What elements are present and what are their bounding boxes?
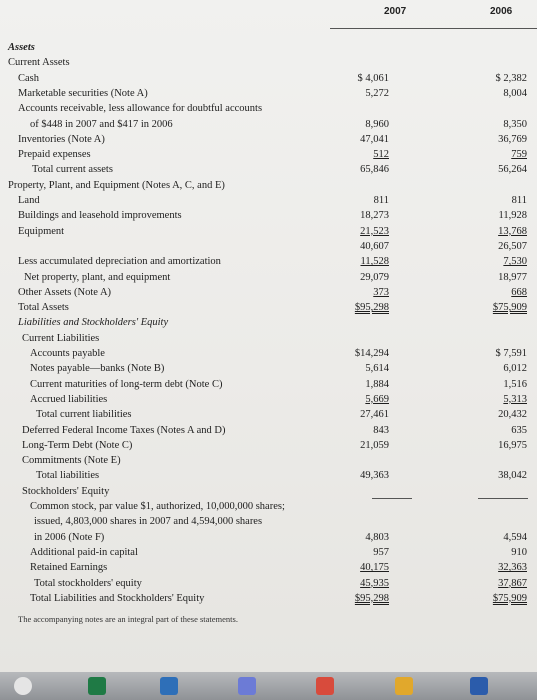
row-label: Additional paid-in capital [30,546,138,558]
value-2006: 13,768 [498,225,527,237]
value-2007: 45,935 [360,577,389,589]
value-2006: $ 2,382 [495,72,527,84]
value-2007: 18,273 [360,210,389,222]
app-icon[interactable] [238,677,256,695]
value-2006: 4,594 [503,531,527,543]
value-2006: 811 [511,195,527,206]
value-2007: $95,298 [354,592,389,604]
statement-row [0,272,537,286]
value-2006: 56,264 [498,164,527,176]
value-2007: 40,175 [360,562,389,574]
row-label: in 2006 (Note F) [34,531,105,543]
statement-row [0,348,537,362]
value-2007: 21,523 [360,225,389,237]
excel-icon[interactable] [88,677,106,695]
taskbar [0,672,537,700]
value-2007: 1,884 [365,378,389,390]
value-2007: 5,669 [365,393,389,405]
value-2007: $ 4,061 [357,72,389,84]
value-2006: 11,928 [498,210,527,222]
statement-row [0,501,537,515]
statement-row [0,532,537,546]
value-2006: 759 [511,149,527,161]
value-2007: 4,803 [365,531,389,543]
mail-icon[interactable] [160,677,178,695]
statement-row [0,241,537,255]
statement-row [0,516,537,530]
row-label: Less accumulated depreciation and amortization [18,256,221,268]
value-2007: 843 [373,424,389,436]
value-2006: 8,004 [503,87,527,99]
row-label: Total Assets [18,302,69,314]
statement-row [0,256,537,270]
value-2007: $95,298 [354,302,389,314]
value-2006: $ 7,591 [495,348,527,359]
statement-row [0,578,537,592]
row-label: Common stock, par value $1, authorized, 10,000,000 shares; [30,501,285,512]
row-label: Current Liabilities [22,332,100,344]
statement-row [0,210,537,224]
row-label: Total current liabilities [36,409,132,421]
statement-row [0,547,537,561]
word-icon[interactable] [470,677,488,695]
row-label: Net property, plant, and equipment [24,271,171,283]
row-label: Notes payable—banks (Note B) [30,363,165,375]
gmail-icon[interactable] [316,677,334,695]
value-2006: $75,909 [492,592,527,604]
statement-row [0,363,537,377]
rule-total-liab-2006 [478,498,528,499]
row-label: Current Assets [8,57,70,69]
row-label: Accounts receivable, less allowance for doubtful accounts [18,103,263,115]
statement-row [0,440,537,454]
value-2006: 5,313 [503,393,527,405]
statement-row [0,149,537,163]
statement-row [0,317,537,331]
row-label: Commitments (Note E) [22,455,121,467]
row-label: Inventories (Note A) [18,133,105,145]
statement-row [0,134,537,148]
value-2006: 7,530 [503,256,527,268]
value-2007: 5,272 [365,87,389,99]
statement-row [0,287,537,301]
row-label: Accounts payable [30,348,105,359]
value-2006: 38,042 [498,470,527,482]
value-2006: 36,769 [498,133,527,145]
value-2007: 21,059 [360,439,389,451]
row-label: Total liabilities [36,470,100,482]
statement-row [0,394,537,408]
value-2007: 811 [373,195,389,206]
value-2007: 11,528 [360,256,389,268]
value-2007: 40,607 [360,240,389,252]
row-label: Cash [18,72,39,84]
statement-row [0,333,537,347]
row-label: Total stockholders' equity [34,577,142,589]
row-label: of $448 in 2007 and $417 in 2006 [30,118,173,130]
value-2007: 65,846 [360,164,389,176]
row-label: Marketable securities (Note A) [18,87,148,99]
row-label: Property, Plant, and Equipment (Notes A, C, and E) [8,179,225,191]
value-2006: 6,012 [503,363,527,375]
statement-row [0,455,537,469]
value-2006: $75,909 [492,302,527,314]
value-2006: 910 [511,546,527,558]
row-label: Long-Term Debt (Note C) [22,439,133,451]
rule-total-liab-2007 [372,498,412,499]
statement-row [0,379,537,393]
row-label: Other Assets (Note A) [18,286,112,298]
statement-row [0,593,537,607]
row-label: Total Liabilities and Stockholders' Equity [30,592,205,604]
value-2006: 1,516 [503,378,527,390]
value-2007: 29,079 [360,271,389,283]
value-2007: 49,363 [360,470,389,482]
row-label: Accrued liabilities [30,393,108,405]
value-2007: $14,294 [354,348,389,359]
statement-row [0,57,537,71]
chrome-icon[interactable] [14,677,32,695]
row-label: Prepaid expenses [18,149,91,161]
row-label: Assets [8,42,35,53]
statement-row [0,103,537,117]
value-2007: 27,461 [360,409,389,421]
value-2007: 512 [373,149,389,161]
row-label: Buildings and leasehold improvements [18,210,182,222]
value-2006: 26,507 [498,240,527,252]
value-2007: 373 [373,286,389,298]
year-2006-header: 2006 [490,6,513,17]
value-2007: 8,960 [365,118,389,130]
statement-row [0,425,537,439]
value-2007: 957 [373,546,389,558]
statement-row [0,226,537,240]
value-2006: 16,975 [498,439,527,451]
row-label: Current maturities of long-term debt (Note C) [30,378,223,390]
value-2006: 8,350 [503,118,527,130]
value-2007: 47,041 [360,133,389,145]
row-label: Deferred Federal Income Taxes (Notes A and D) [22,424,226,436]
row-label: Stockholders' Equity [22,485,110,497]
statement-row [0,302,537,316]
row-label: Land [18,195,40,206]
value-2006: 37,867 [498,577,527,589]
footnote: The accompanying notes are an integral part of these statements. [18,614,238,624]
statement-row [0,470,537,484]
statement-row [0,195,537,209]
statement-row [0,88,537,102]
row-label: issued, 4,803,000 shares in 2007 and 4,594,000 shares [34,516,263,528]
statement-row [0,119,537,133]
folder-icon[interactable] [395,677,413,695]
row-label: Liabilities and Stockholders' Equity [18,317,169,329]
row-label: Retained Earnings [30,562,108,574]
value-2006: 20,432 [498,409,527,421]
statement-row [0,180,537,194]
statement-row [0,409,537,423]
statement-row [0,486,537,500]
row-label: Equipment [18,225,65,237]
statement-row [0,73,537,87]
value-2006: 18,977 [498,271,527,283]
row-label: Total current assets [32,164,113,176]
value-2006: 635 [511,424,527,436]
statement-row [0,562,537,576]
statement-row [0,42,537,56]
statement-row [0,164,537,178]
year-2007-header: 2007 [384,6,407,17]
value-2006: 32,363 [498,562,527,574]
value-2006: 668 [511,286,527,298]
value-2007: 5,614 [365,363,389,375]
